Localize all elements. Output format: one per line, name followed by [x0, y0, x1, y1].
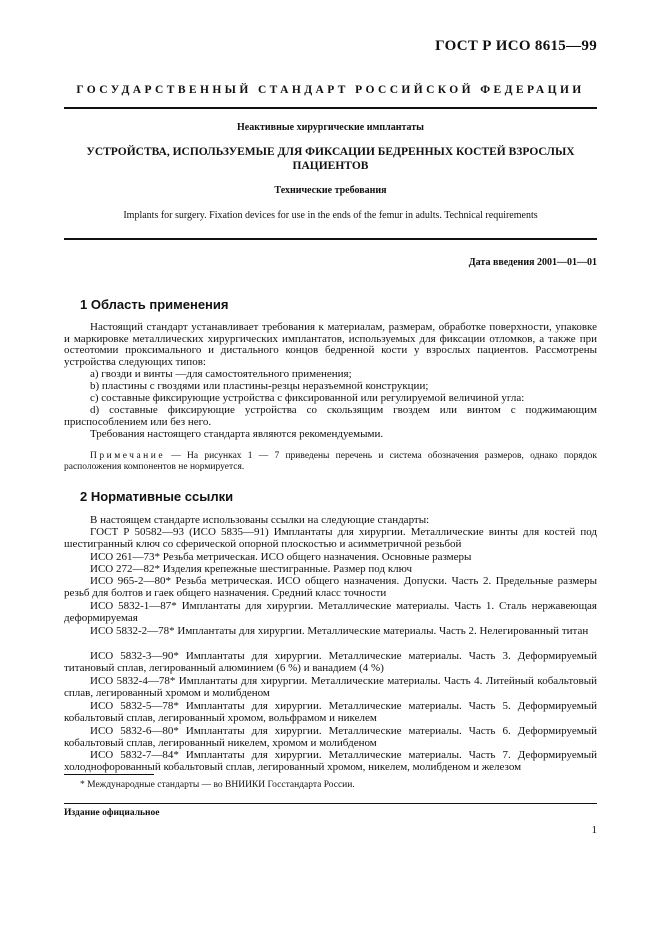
- note-text: — На рисунках 1 — 7 приведены перечень и система обозначения размеров, однако порядок расположения компонентов не нормируется.: [64, 451, 597, 472]
- top-rule: [64, 107, 597, 109]
- edition-label: Издание официальное: [64, 808, 160, 818]
- reference-item: ИСО 5832-2—78* Имплантаты для хирургии. Металлические материалы. Часть 2. Нелегированный титан: [90, 625, 589, 637]
- tech-requirements-heading: Технические требования: [274, 185, 387, 196]
- reference-item: ИСО 965-2—80* Резьба метрическая. ИСО общего назначения. Допуски. Часть 2. Предельные размеры резьб для болтов и гаек общего назначения. Средний класс точности: [64, 575, 597, 599]
- title-line-2: ПАЦИЕНТОВ: [292, 160, 369, 172]
- reference-item: ГОСТ Р 50582—93 (ИСО 5835—91) Имплантаты для хирургии. Металлические винты для костей под шестигранный ключ со сферической опорной плоскостью и асимметричной резьбой: [64, 526, 597, 550]
- middle-rule: [64, 238, 597, 240]
- page-title: [64, 145, 597, 173]
- subtitle: Неактивные хирургические имплантаты: [237, 122, 424, 133]
- reference-item: ИСО 5832-3—90* Имплантаты для хирургии. Металлические материалы. Часть 3. Деформируемый титановый сплав, легированный алюминием (6 %) и ванадием (4 %): [64, 650, 597, 674]
- note-label: Примечание: [90, 451, 166, 461]
- list-item-d: d) составные фиксирующие устройства со скользящим гвоздем или винтом с поджимающим приспособлением или без него.: [64, 404, 597, 428]
- section-1-para-1: Настоящий стандарт устанавливает требования к материалам, размерам, обработке поверхности, упаковке и маркировке металлических хирургических имплантатов, используемых для фиксации отломков, а также при остеотомии проксимального и дистального концов бедренной кости у взрослых пациентов. Рассмотрены устройства следующих типов:: [64, 321, 597, 369]
- state-standard-title: ГОСУДАРСТВЕННЫЙ СТАНДАРТ РОССИЙСКОЙ ФЕДЕРАЦИИ: [76, 84, 585, 96]
- list-item-a: a) гвозди и винты —для самостоятельного применения;: [90, 368, 352, 380]
- intro-date: Дата введения 2001—01—01: [468, 257, 597, 268]
- section-2-heading: 2 Нормативные ссылки: [80, 489, 234, 504]
- reference-item: ИСО 5832-1—87* Имплантаты для хирургии. Металлические материалы. Часть 1. Сталь нержавеющая деформируемая: [64, 600, 597, 624]
- reference-item: ИСО 5832-5—78* Имплантаты для хирургии. Металлические материалы. Часть 5. Деформируемый кобальтовый сплав, легированный хромом, вольфрамом и никелем: [64, 700, 597, 724]
- section-1-para-2: Требования настоящего стандарта являются рекомендуемыми.: [90, 428, 384, 440]
- list-item-b: b) пластины с гвоздями или пластины-резцы неразъемной конструкции;: [90, 380, 429, 392]
- title-line-1: УСТРОЙСТВА, ИСПОЛЬЗУЕМЫЕ ДЛЯ ФИКСАЦИИ БЕДРЕННЫХ КОСТЕЙ ВЗРОСЛЫХ: [86, 146, 575, 158]
- reference-item: ИСО 272—82* Изделия крепежные шестигранные. Размер под ключ: [90, 563, 412, 575]
- reference-item: ИСО 5832-7—84* Имплантаты для хирургии. Металлические материалы. Часть 7. Деформируемый холоднофорованный кобальтовый сплав, легированный хромом, никелем, молибденом и железом: [64, 749, 597, 773]
- reference-item: ИСО 5832-6—80* Имплантаты для хирургии. Металлические материалы. Часть 6. Деформируемый кобальтовый сплав, легированный никелем, хромом и молибденом: [64, 725, 597, 749]
- reference-item: ИСО 5832-4—78* Имплантаты для хирургии. Металлические материалы. Часть 4. Литейный кобальтовый сплав, легированный хромом и молибденом: [64, 675, 597, 699]
- note: [64, 451, 597, 473]
- section-2-intro: В настоящем стандарте использованы ссылки на следующие стандарты:: [90, 514, 430, 526]
- footnote-rule: [64, 774, 154, 775]
- reference-item: ИСО 261—73* Резьба метрическая. ИСО общего назначения. Основные размеры: [90, 551, 472, 563]
- section-1-heading: 1 Область применения: [80, 297, 229, 312]
- footnote: * Международные стандарты — во ВНИИКИ Госстандарта России.: [80, 780, 355, 790]
- page-number: 1: [591, 824, 597, 836]
- english-title: Implants for surgery. Fixation devices for use in the ends of the femur in adults. Technical requirements: [123, 210, 538, 221]
- list-item-c: c) составные фиксирующие устройства с фиксированной или регулируемой величиной угла:: [90, 392, 525, 404]
- document-code: ГОСТ Р ИСО 8615—99: [435, 38, 597, 54]
- bottom-rule: [64, 803, 597, 804]
